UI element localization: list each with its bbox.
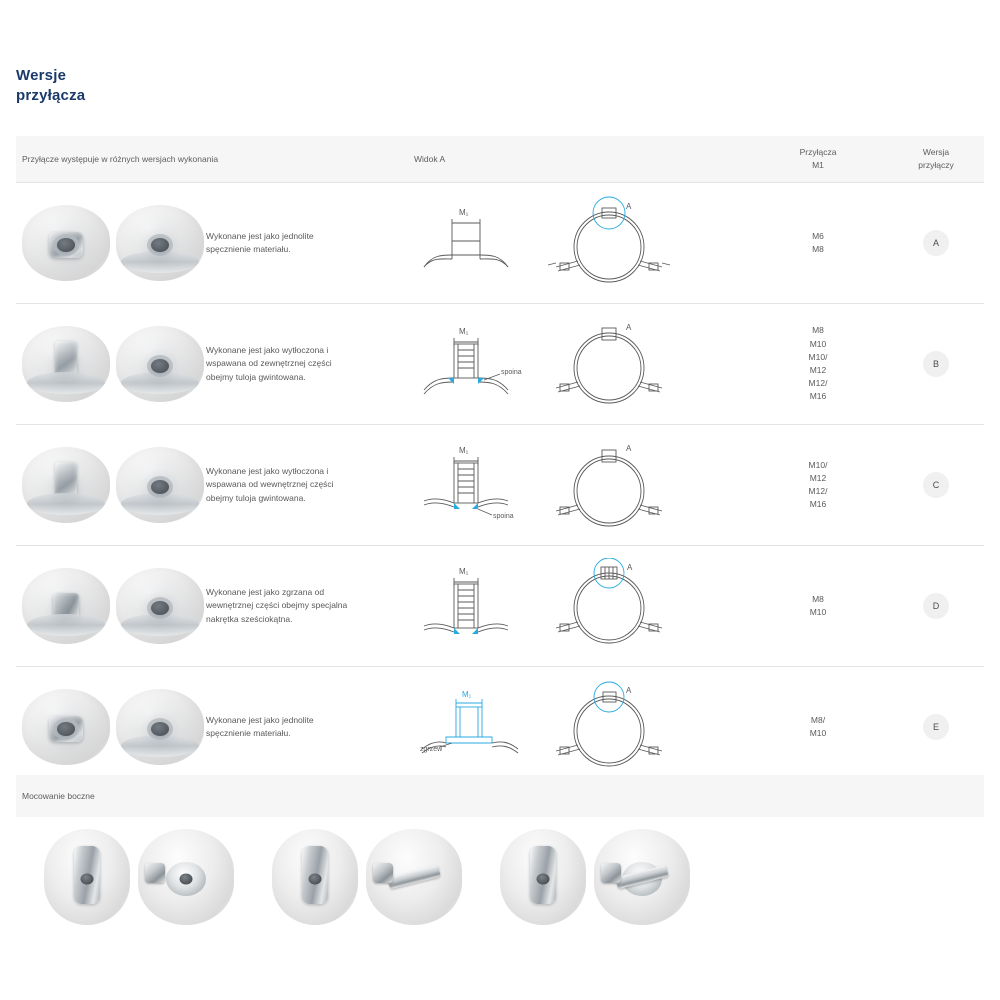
section-drawing-a xyxy=(412,197,530,289)
product-photo xyxy=(116,326,204,402)
row-c-m1-cell xyxy=(748,425,888,545)
row-d-m1-cell xyxy=(748,546,888,666)
plate-shape xyxy=(121,251,198,273)
thread-hole-shape xyxy=(537,873,550,884)
product-photo xyxy=(116,205,204,281)
svg-text:M₁: M₁ xyxy=(459,208,469,217)
view-label-a: A xyxy=(626,202,632,211)
table-header-row xyxy=(16,136,984,182)
view-label-c: A xyxy=(626,444,632,453)
product-photo xyxy=(22,326,110,402)
row-c-m1-values: M10/ M12 M12/ M16 xyxy=(808,459,828,510)
row-b-m1-cell xyxy=(748,304,888,424)
header-m1-line2: M1 xyxy=(812,160,824,170)
view-label-e: A xyxy=(626,686,632,695)
row-c-photos xyxy=(16,447,206,523)
row-e-version-cell xyxy=(888,667,984,787)
section-drawing-e xyxy=(412,681,530,773)
row-b-description-cell xyxy=(16,304,408,424)
page-title-line1: Wersje xyxy=(16,67,67,84)
product-photo xyxy=(22,205,110,281)
plate-shape xyxy=(121,614,198,636)
row-e-description-cell xyxy=(16,667,408,787)
clamp-drawing-b xyxy=(534,316,684,412)
metal-part-shape xyxy=(53,593,79,623)
plate-shape xyxy=(121,372,198,394)
weld-label-e: zgrzew xyxy=(420,746,443,753)
row-a-m1-cell xyxy=(748,183,888,303)
clamp-drawing-a xyxy=(534,195,684,291)
svg-text:M₁: M₁ xyxy=(459,327,469,336)
header-cell-version xyxy=(888,146,984,172)
side-mount-band xyxy=(16,775,984,817)
bolt-head-shape xyxy=(373,863,393,883)
row-a-description: Wykonane jest jako jednolite spęcznienie materiału. xyxy=(206,230,314,254)
header-cell-description xyxy=(16,153,408,166)
row-d-photos xyxy=(16,568,206,644)
row-e-m1-cell xyxy=(748,667,888,787)
row-a-m1-values: M6 M8 xyxy=(812,230,824,254)
side-mount-photo xyxy=(500,829,586,925)
version-badge: D xyxy=(923,593,949,619)
product-photo xyxy=(22,447,110,523)
page-title-line2: przyłącza xyxy=(16,87,86,105)
table-row xyxy=(16,545,984,666)
clamp-drawing-e xyxy=(534,679,684,775)
header-m1-line1: Przyłącza xyxy=(799,147,837,158)
row-d-description-cell xyxy=(16,546,408,666)
row-c-description-cell xyxy=(16,425,408,545)
bolt-shape xyxy=(387,865,440,889)
side-mount-photo xyxy=(594,829,690,925)
weld-label-c: spoina xyxy=(493,513,514,520)
view-label-b: A xyxy=(626,323,632,332)
section-drawing-d xyxy=(412,560,530,652)
product-photo xyxy=(22,568,110,644)
row-c-drawing-cell xyxy=(408,425,748,545)
row-b-description: Wykonane jest jako wytłoczona i wspawana od zewnętrznej części obejmy tuloja gwintowana. xyxy=(206,345,332,382)
row-a-description-cell xyxy=(16,183,408,303)
row-e-m1-values: M8/ M10 xyxy=(809,714,827,738)
row-d-drawing-cell xyxy=(408,546,748,666)
metal-part-shape xyxy=(55,462,77,502)
row-e-photos xyxy=(16,689,206,765)
row-d-m1-values: M8 M10 xyxy=(809,593,827,617)
plate-shape xyxy=(27,493,104,515)
row-a-drawings xyxy=(408,195,684,291)
bolt-head-shape xyxy=(145,863,165,883)
product-photo xyxy=(116,689,204,765)
product-photo xyxy=(116,568,204,644)
header-description-label: Przyłącze występuje w różnych wersjach wykonania xyxy=(22,153,219,164)
plate-shape xyxy=(121,735,198,757)
clamp-drawing-c xyxy=(534,437,684,533)
row-b-m1-values: M8 M10 M10/ M12 M12/ M16 xyxy=(808,325,828,402)
header-version-label xyxy=(918,146,953,172)
version-badge: B xyxy=(923,351,949,377)
thread-hole-shape xyxy=(81,873,94,884)
svg-text:M₁: M₁ xyxy=(459,567,469,576)
header-version-line1: Wersja xyxy=(922,147,950,158)
weld-label-b: spoina xyxy=(501,369,522,376)
table-row xyxy=(16,182,984,303)
row-c-drawings xyxy=(408,437,684,533)
header-cell-widok xyxy=(408,153,748,166)
thread-hole-shape xyxy=(57,238,75,252)
version-badge: E xyxy=(923,714,949,740)
version-badge: C xyxy=(923,472,949,498)
side-mount-label: Mocowanie boczne xyxy=(22,791,95,801)
side-mount-photo xyxy=(138,829,234,925)
side-mount-photo xyxy=(272,829,358,925)
row-b-photos xyxy=(16,326,206,402)
metal-part-shape xyxy=(55,341,77,381)
thread-hole-shape xyxy=(151,359,169,373)
metal-part-shape xyxy=(49,232,83,258)
metal-part-shape xyxy=(49,716,83,742)
svg-text:M₁: M₁ xyxy=(462,690,472,699)
bolt-head-shape xyxy=(601,863,621,883)
table-row xyxy=(16,666,984,788)
header-widok-label: Widok A xyxy=(414,153,446,164)
side-mount-photo xyxy=(366,829,462,925)
plate-shape xyxy=(27,372,104,394)
row-a-drawing-cell xyxy=(408,183,748,303)
row-b-version-cell xyxy=(888,304,984,424)
thread-hole-shape xyxy=(180,873,193,884)
clamp-drawing-d xyxy=(534,558,684,654)
table-row xyxy=(16,303,984,424)
row-c-description: Wykonane jest jako wytłoczona i wspawana od wewnętrznej części obejmy tuloja gwintowana. xyxy=(206,466,334,503)
header-version-line2: przyłączy xyxy=(918,160,954,170)
version-badge: A xyxy=(923,230,949,256)
side-mount-gallery xyxy=(16,822,984,932)
page-title xyxy=(16,66,85,107)
row-b-drawings xyxy=(408,316,684,412)
row-d-version-cell xyxy=(888,546,984,666)
thread-hole-shape xyxy=(151,722,169,736)
thread-hole-shape xyxy=(151,480,169,494)
header-m1-label xyxy=(800,146,837,172)
view-label-d: A xyxy=(627,563,633,572)
row-e-drawing-cell xyxy=(408,667,748,787)
thread-hole-shape xyxy=(57,722,75,736)
product-photo xyxy=(22,689,110,765)
thread-hole-shape xyxy=(309,873,322,884)
thread-hole-shape xyxy=(151,238,169,252)
row-a-version-cell xyxy=(888,183,984,303)
side-mount-photo xyxy=(44,829,130,925)
row-a-photos xyxy=(16,205,206,281)
svg-text:M₁: M₁ xyxy=(459,446,469,455)
plate-shape xyxy=(27,614,104,636)
section-drawing-b xyxy=(412,318,530,410)
table-row xyxy=(16,424,984,545)
product-photo xyxy=(116,447,204,523)
row-c-version-cell xyxy=(888,425,984,545)
row-d-description: Wykonane jest jako zgrzana od wewnętrznej części obejmy specjalna nakrętka sześciokątna. xyxy=(206,587,348,624)
row-b-drawing-cell xyxy=(408,304,748,424)
row-d-drawings xyxy=(408,558,684,654)
thread-hole-shape xyxy=(151,601,169,615)
header-cell-m1 xyxy=(748,146,888,172)
row-e-drawings xyxy=(408,679,684,775)
row-e-description: Wykonane jest jako jednolite spęcznienie materiału. xyxy=(206,714,314,738)
section-drawing-c xyxy=(412,439,530,531)
plate-shape xyxy=(121,493,198,515)
versions-table xyxy=(16,136,984,788)
